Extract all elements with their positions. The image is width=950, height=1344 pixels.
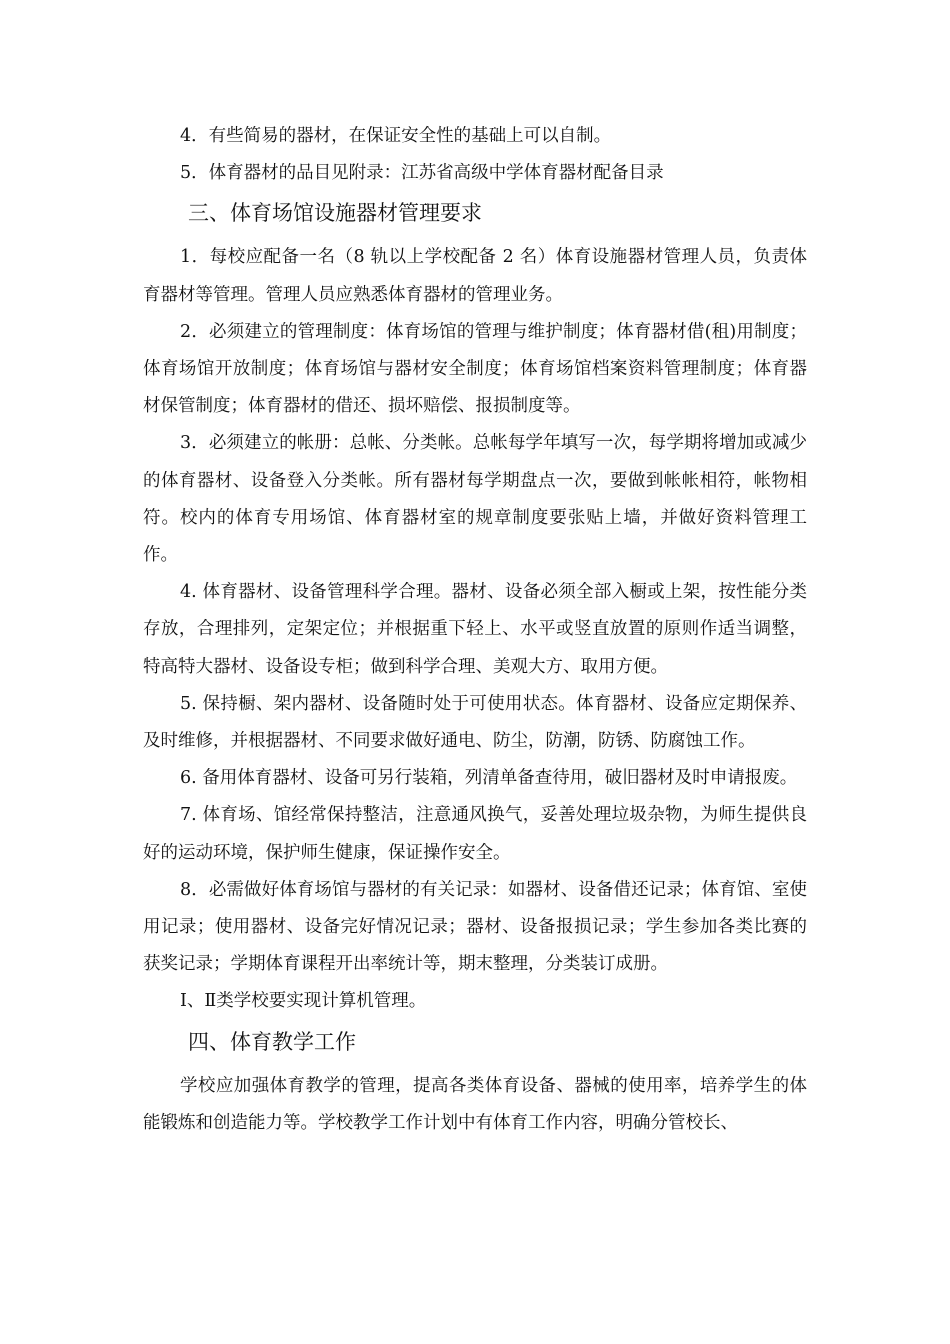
paragraph: 5. 保持橱、架内器材、设备随时处于可使用状态。体育器材、设备应定期保养、及时维修，并根据器材、不同要求做好通电、防尘，防潮，防锈、防腐蚀工作。: [143, 693, 807, 752]
paragraph: Ⅰ、Ⅱ类学校要实现计算机管理。: [180, 991, 427, 1012]
paragraph: 2．必须建立的管理制度：体育场馆的管理与维护制度；体育器材借(租)用制度；体育场馆开放制度；体育场馆与器材安全制度；体育场馆档案资料管理制度；体育器材保管制度；体育器材的借还、损坏赔偿、报损制度等。: [143, 321, 807, 417]
section-heading: 四、体育教学工作: [188, 1029, 356, 1054]
list-item: 4．有些简易的器材，在保证安全性的基础上可以自制。: [180, 126, 612, 146]
document-body: [143, 118, 807, 1142]
paragraph: 4. 体育器材、设备管理科学合理。器材、设备必须全部入橱或上架，按性能分类存放，合理排列，定架定位；并根据重下轻上、水平或竖直放置的原则作适当调整，特高特大器材、设备设专柜；做到科学合理、美观大方、取用方便。: [143, 582, 807, 677]
paragraph: 6. 备用体育器材、设备可另行装箱，列清单备查待用，破旧器材及时申请报废。: [180, 768, 798, 789]
paragraph: 3．必须建立的帐册：总帐、分类帐。总帐每学年填写一次，每学期将增加或减少的体育器材、设备登入分类帐。所有器材每学期盘点一次，要做到帐帐相符，帐物相符。校内的体育专用场馆、体育器材室的规章制度要张贴上墙，并做好资料管理工作。: [143, 433, 807, 566]
section-heading: 三、体育场馆设施器材管理要求: [188, 201, 482, 226]
list-item: 5．体育器材的品目见附录：江苏省高级中学体育器材配备目录: [180, 163, 664, 184]
paragraph: 7. 体育场、馆经常保持整洁，注意通风换气，妥善处理垃圾杂物，为师生提供良好的运动环境，保护师生健康，保证操作安全。: [143, 805, 807, 863]
paragraph: 1．每校应配备一名（8 轨以上学校配备 2 名）体育设施器材管理人员，负责体育器材等管理。管理人员应熟悉体育器材的管理业务。: [143, 247, 807, 305]
paragraph: 8．必需做好体育场馆与器材的有关记录：如器材、设备借还记录；体育馆、室使用记录；使用器材、设备完好情况记录；器材、设备报损记录；学生参加各类比赛的获奖记录；学期体育课程开出率统计等，期末整理，分类装订成册。: [143, 879, 807, 975]
paragraph: 学校应加强体育教学的管理，提高各类体育设备、器械的使用率，培养学生的体能锻炼和创造能力等。学校教学工作计划中有体育工作内容，明确分管校长、: [143, 1075, 807, 1133]
